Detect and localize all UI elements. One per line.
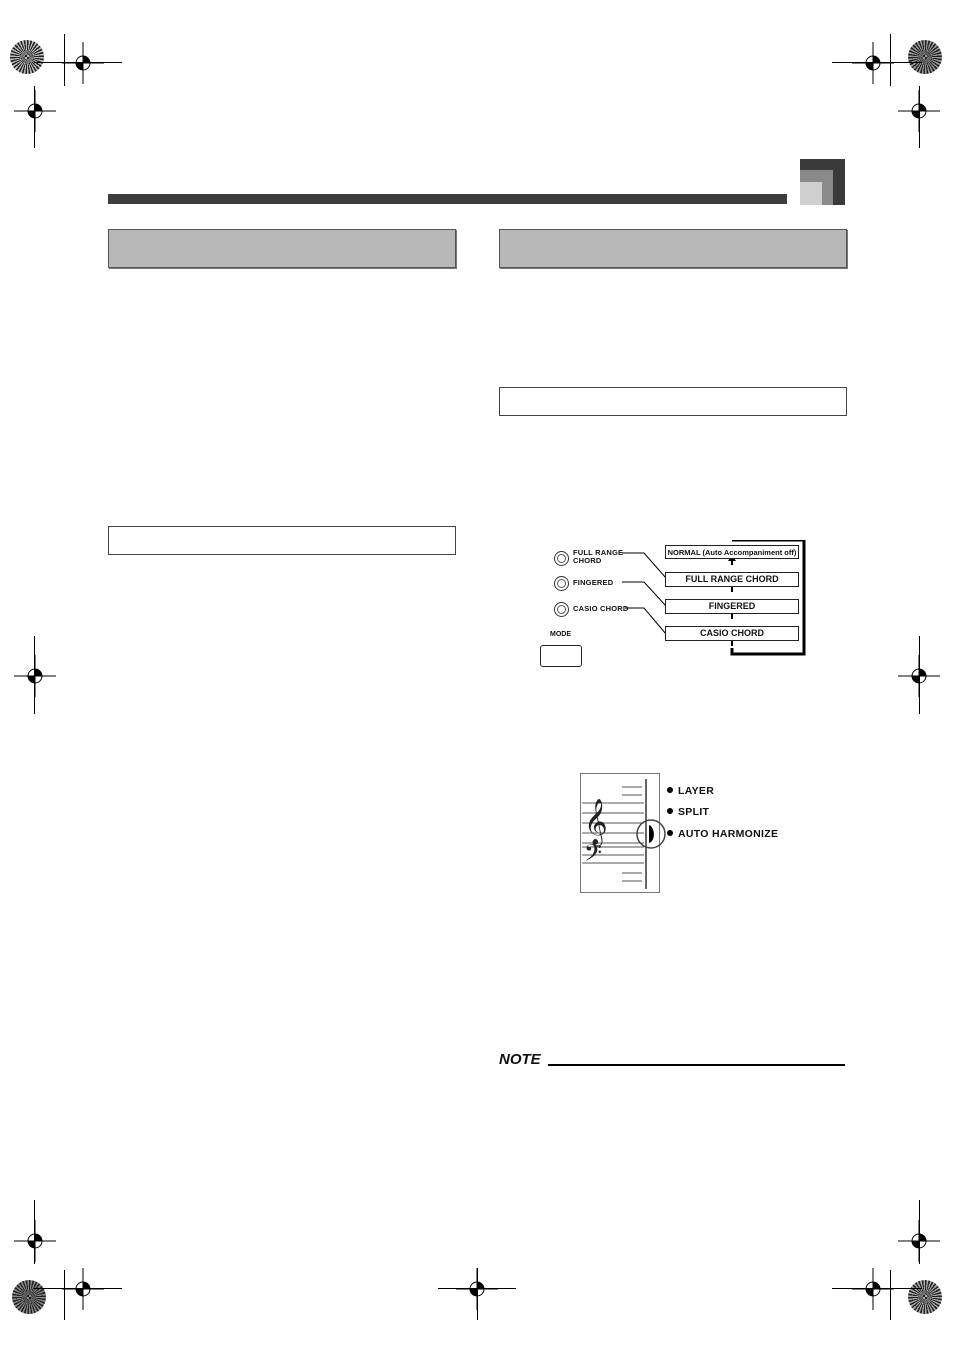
mode-box-fingered: FINGERED (665, 599, 799, 614)
bass-clef-icon: 𝄢 (584, 839, 603, 872)
indicator-label-casio-chord: CASIO CHORD (573, 604, 629, 613)
mode-box-normal: NORMAL (Auto Accompaniment off) (665, 545, 799, 559)
rosette-top-right (908, 40, 942, 74)
mode-box-full-range-chord: FULL RANGE CHORD (665, 572, 799, 587)
rosette-bottom-right (908, 1280, 942, 1314)
mode-button-label: MODE (550, 631, 571, 638)
indicator-casio-chord (554, 602, 569, 617)
treble-clef-icon: 𝄞 (584, 799, 608, 845)
rosette-top-left (10, 40, 44, 74)
list-item-auto-harmonize: AUTO HARMONIZE (667, 828, 778, 840)
registration-mark-left-upper (14, 90, 56, 132)
registration-mark-middle-left (14, 655, 56, 697)
registration-mark-bottom-right (852, 1268, 894, 1310)
right-section-header (499, 229, 847, 268)
indicator-label-full-range-chord: FULL RANGE CHORD (573, 548, 624, 565)
registration-mark-top-left (62, 42, 104, 84)
indicator-full-range-chord (554, 551, 569, 566)
registration-mark-left-lower (14, 1220, 56, 1262)
left-subsection-box (108, 526, 456, 555)
list-item-layer: LAYER (667, 785, 714, 797)
note-heading: NOTE (499, 1051, 541, 1068)
section-tab-light (800, 182, 822, 205)
split-point-marker-icon (635, 818, 667, 850)
right-subsection-box (499, 387, 847, 416)
rosette-bottom-left (12, 1280, 46, 1314)
indicator-label-fingered: FINGERED (573, 578, 614, 587)
registration-mark-bottom-left (62, 1268, 104, 1310)
page-header-bar (108, 194, 787, 204)
mode-box-casio-chord: CASIO CHORD (665, 626, 799, 641)
left-section-header (108, 229, 456, 268)
registration-mark-top-right (852, 42, 894, 84)
note-rule (548, 1064, 845, 1066)
indicator-fingered (554, 576, 569, 591)
mode-button[interactable] (540, 645, 582, 667)
list-item-split: SPLIT (667, 806, 709, 818)
